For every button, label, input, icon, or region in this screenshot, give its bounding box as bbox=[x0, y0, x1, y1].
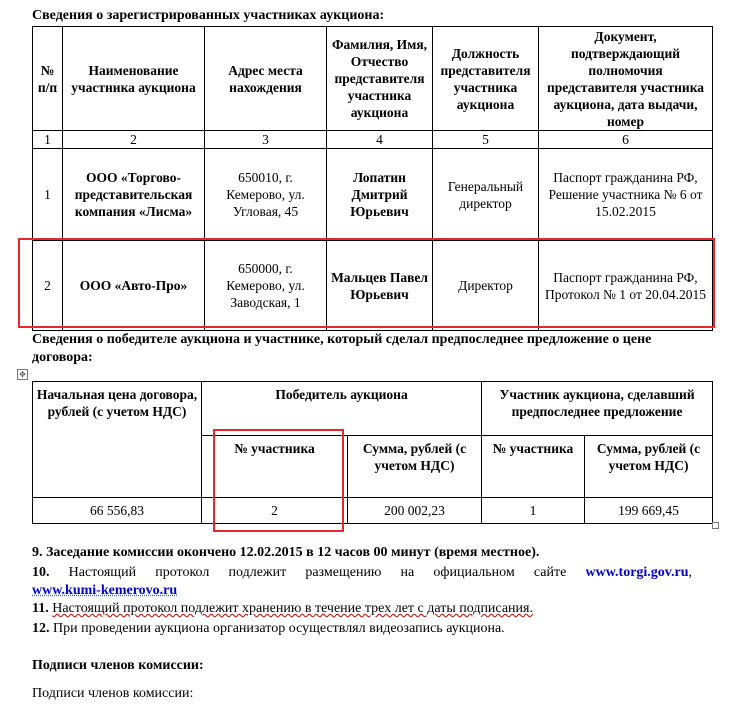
link-torgi[interactable]: www.torgi.gov.ru bbox=[585, 565, 689, 580]
row-address: 650000, г. Кемерово, ул. Заводская, 1 bbox=[205, 241, 327, 331]
table-row bbox=[33, 241, 713, 331]
row-person: Мальцев Павел Юрьевич bbox=[327, 241, 433, 331]
item-10: 10. Настоящий протокол подлежит размещению на официальном сайте www.torgi.gov.ru, bbox=[32, 565, 693, 580]
row-name: ООО «Торгово-представительская компания «Лисма» bbox=[63, 149, 205, 241]
header-num: № п/п bbox=[33, 27, 63, 131]
initial-price-value: 66 556,83 bbox=[33, 498, 202, 524]
item-12-number: 12. bbox=[32, 621, 50, 636]
col-number: 3 bbox=[205, 131, 327, 149]
item-11-text: Настоящий протокол подлежит хранению в течение трех лет с даты подписания. bbox=[52, 601, 533, 616]
row-position: Директор bbox=[433, 241, 539, 331]
col-number: 1 bbox=[33, 131, 63, 149]
row-num: 1 bbox=[33, 149, 63, 241]
item-10-text: Настоящий протокол подлежит размещению на официальном сайте bbox=[68, 565, 567, 580]
header-winner: Победитель аукциона bbox=[202, 382, 482, 436]
item-11 bbox=[32, 599, 692, 618]
header-initial-price: Начальная цена договора, рублей (с учетом НДС) bbox=[33, 382, 202, 498]
winner-no-value: 2 bbox=[202, 498, 348, 524]
col-number: 6 bbox=[539, 131, 713, 149]
winner-amount-value: 200 002,23 bbox=[348, 498, 482, 524]
header-second: Участник аукциона, сделавший предпоследнее предложение bbox=[482, 382, 713, 436]
link-kumi[interactable]: www.kumi-kemerovo.ru bbox=[32, 583, 178, 598]
table-resize-handle[interactable] bbox=[712, 522, 719, 529]
item-10-number: 10. bbox=[32, 565, 50, 580]
table-move-handle-icon[interactable]: ✥ bbox=[17, 369, 28, 380]
item-10-cont bbox=[32, 581, 692, 600]
row-person: Лопатин Дмитрий Юрьевич bbox=[327, 149, 433, 241]
header-winner-amount: Сумма, рублей (с учетом НДС) bbox=[348, 436, 482, 498]
col-number: 5 bbox=[433, 131, 539, 149]
row-document: Паспорт гражданина РФ, Протокол № 1 от 20.04.2015 bbox=[539, 241, 713, 331]
row-name: ООО «Авто-Про» bbox=[63, 241, 205, 331]
row-num: 2 bbox=[33, 241, 63, 331]
row-position: Генеральный директор bbox=[433, 149, 539, 241]
col-number: 2 bbox=[63, 131, 205, 149]
item-12-text: При проведении аукциона организатор осуществлял видеозапись аукциона. bbox=[53, 621, 505, 636]
signatures-line: Подписи членов комиссии: bbox=[32, 686, 194, 701]
second-amount-value: 199 669,45 bbox=[585, 498, 713, 524]
item-9: 9. Заседание комиссии окончено 12.02.2015 в 12 часов 00 минут (время местное). bbox=[32, 545, 540, 560]
participants-table bbox=[32, 26, 713, 331]
row-document: Паспорт гражданина РФ, Решение участника № 6 от 15.02.2015 bbox=[539, 149, 713, 241]
row-address: 650010, г. Кемерово, ул. Угловая, 45 bbox=[205, 149, 327, 241]
table-row bbox=[33, 498, 713, 524]
winner-table bbox=[32, 381, 713, 524]
table-row bbox=[33, 149, 713, 241]
header-second-amount: Сумма, рублей (с учетом НДС) bbox=[585, 436, 713, 498]
header-address: Адрес места нахождения bbox=[205, 27, 327, 131]
header-name: Наименование участника аукциона bbox=[63, 27, 205, 131]
signatures-heading: Подписи членов комиссии: bbox=[32, 658, 204, 673]
item-12 bbox=[32, 619, 692, 638]
header-winner-no: № участника bbox=[202, 436, 348, 498]
header-person: Фамилия, Имя, Отчество представителя участника аукциона bbox=[327, 27, 433, 131]
section2-title: Сведения о победителе аукциона и участнике, который сделал предпоследнее предложение о цене договора: bbox=[32, 332, 652, 365]
second-no-value: 1 bbox=[482, 498, 585, 524]
item-11-number: 11. bbox=[32, 601, 49, 616]
col-number: 4 bbox=[327, 131, 433, 149]
header-second-no: № участника bbox=[482, 436, 585, 498]
header-document: Документ, подтверждающий полномочия представителя участника аукциона, дата выдачи, номер bbox=[539, 27, 713, 131]
section1-title: Сведения о зарегистрированных участниках аукциона: bbox=[32, 8, 385, 23]
header-position: Должность представителя участника аукциона bbox=[433, 27, 539, 131]
